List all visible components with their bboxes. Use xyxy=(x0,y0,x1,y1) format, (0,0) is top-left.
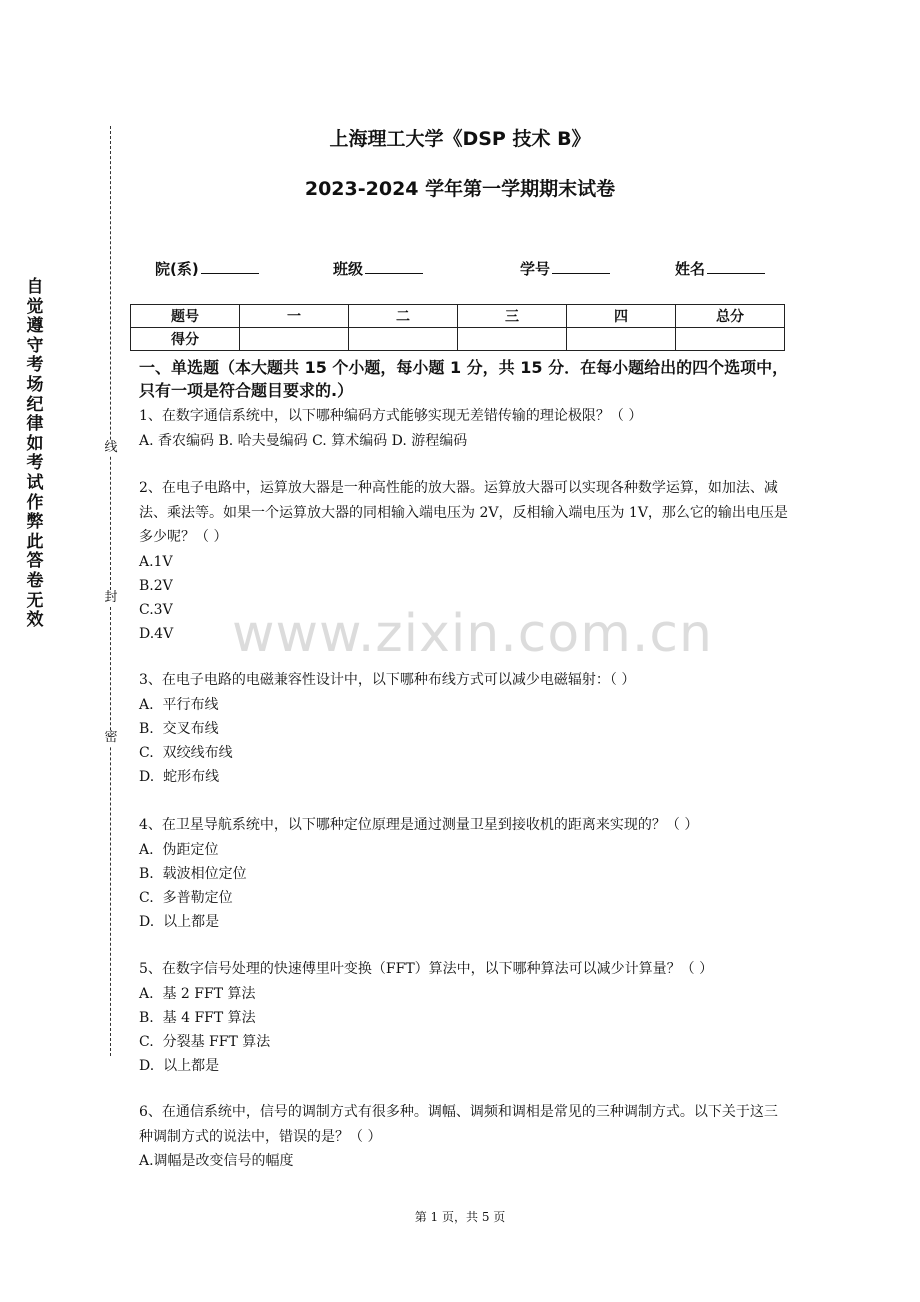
question-option[interactable]: C. 分裂基 FFT 算法 xyxy=(139,1034,271,1051)
cut-mark-close: 密 xyxy=(104,730,118,745)
student-id-blank[interactable] xyxy=(552,259,610,274)
question-stem: 1、在数字通信系统中，以下哪种编码方式能够实现无差错传输的理论极限？（ ） xyxy=(139,408,643,424)
question-option[interactable]: D. 蛇形布线 xyxy=(139,769,220,786)
question-option[interactable]: A. 伪距定位 xyxy=(139,841,219,858)
question-6 xyxy=(139,1100,789,1173)
question-stem: 2、在电子电路中，运算放大器是一种高性能的放大器。运算放大器可以实现各种数学运算，如加法、减法、乘法等。如果一个运算放大器的同相输入端电压为 2V，反相输入端电压为 1V，那么它的输出电压是多少呢？（ ） xyxy=(139,480,788,545)
question-1 xyxy=(139,404,789,453)
header-cell: 二 xyxy=(349,305,458,328)
question-4 xyxy=(139,813,789,935)
question-option[interactable]: A.调幅是改变信号的幅度 xyxy=(139,1153,294,1169)
score-table xyxy=(130,304,785,351)
question-option[interactable]: A. 基 2 FFT 算法 xyxy=(139,985,256,1002)
question-stem: 5、在数字信号处理的快速傅里叶变换（FFT）算法中，以下哪种算法可以减少计算量？（ ） xyxy=(139,961,714,977)
score-cell[interactable] xyxy=(567,328,676,351)
score-row-label: 得分 xyxy=(131,328,240,351)
side-notice: 自 觉 遵 守 考 场 纪 律 如 考 试 作 弊 此 答 卷 无 效 xyxy=(26,277,44,631)
question-5 xyxy=(139,957,789,1079)
question-option[interactable]: A.1V xyxy=(139,553,173,570)
score-cell[interactable] xyxy=(458,328,567,351)
name-field[interactable] xyxy=(675,258,765,279)
watermark: www.zixin.com.cn xyxy=(232,604,713,664)
header-cell: 三 xyxy=(458,305,567,328)
question-option[interactable]: B.2V xyxy=(139,577,173,594)
question-option[interactable]: A. 平行布线 xyxy=(139,696,219,713)
score-table-header-row xyxy=(131,305,785,328)
question-option[interactable]: A. 香农编码 B. 哈夫曼编码 C. 算术编码 D. 游程编码 xyxy=(139,432,468,449)
question-stem: 4、在卫星导航系统中，以下哪种定位原理是通过测量卫星到接收机的距离来实现的？（ ） xyxy=(139,817,699,833)
score-cell[interactable] xyxy=(676,328,785,351)
exam-title: 上海理工大学《DSP 技术 B》 xyxy=(329,128,591,150)
header-cell: 一 xyxy=(240,305,349,328)
question-option[interactable]: D. 以上都是 xyxy=(139,1058,220,1075)
header-cell: 总分 xyxy=(676,305,785,328)
cut-mark-line: 线 xyxy=(104,440,118,455)
question-option[interactable]: C. 双绞线布线 xyxy=(139,745,233,762)
class-blank[interactable] xyxy=(365,259,423,274)
dept-blank[interactable] xyxy=(201,259,259,274)
student-id-label: 学号 xyxy=(520,260,551,278)
dept-field[interactable] xyxy=(155,258,259,279)
score-cell[interactable] xyxy=(349,328,458,351)
dept-label: 院(系) xyxy=(155,260,199,278)
score-table-score-row xyxy=(131,328,785,351)
header-cell: 题号 xyxy=(131,305,240,328)
question-option[interactable]: C.3V xyxy=(139,602,173,619)
question-2 xyxy=(139,476,789,647)
question-option[interactable]: B. 交叉布线 xyxy=(139,720,219,737)
question-option[interactable]: D. 以上都是 xyxy=(139,914,220,931)
name-blank[interactable] xyxy=(707,259,765,274)
question-option[interactable]: D.4V xyxy=(139,626,174,643)
exam-subtitle: 2023-2024 学年第一学期期末试卷 xyxy=(304,178,616,200)
question-option[interactable]: C. 多普勒定位 xyxy=(139,890,233,907)
question-stem: 3、在电子电路的电磁兼容性设计中，以下哪种布线方式可以减少电磁辐射：（ ） xyxy=(139,672,636,688)
section-heading: 一、单选题（本大题共 15 个小题，每小题 1 分，共 15 分．在每小题给出的四个选项中，只有一项是符合题目要求的.） xyxy=(139,358,789,400)
class-field[interactable] xyxy=(333,258,423,279)
header-cell: 四 xyxy=(567,305,676,328)
question-stem: 6、在通信系统中，信号的调制方式有很多种。调幅、调频和调相是常见的三种调制方式。以下关于这三种调制方式的说法中，错误的是？（ ） xyxy=(139,1104,778,1145)
cut-mark-seal: 封 xyxy=(104,590,118,605)
score-cell[interactable] xyxy=(240,328,349,351)
page-number: 第 1 页，共 5 页 xyxy=(414,1210,506,1224)
name-label: 姓名 xyxy=(675,260,706,278)
student-id-field[interactable] xyxy=(520,258,610,279)
question-3 xyxy=(139,668,789,790)
question-option[interactable]: B. 基 4 FFT 算法 xyxy=(139,1009,256,1026)
class-label: 班级 xyxy=(333,260,364,278)
question-option[interactable]: B. 载波相位定位 xyxy=(139,865,247,882)
